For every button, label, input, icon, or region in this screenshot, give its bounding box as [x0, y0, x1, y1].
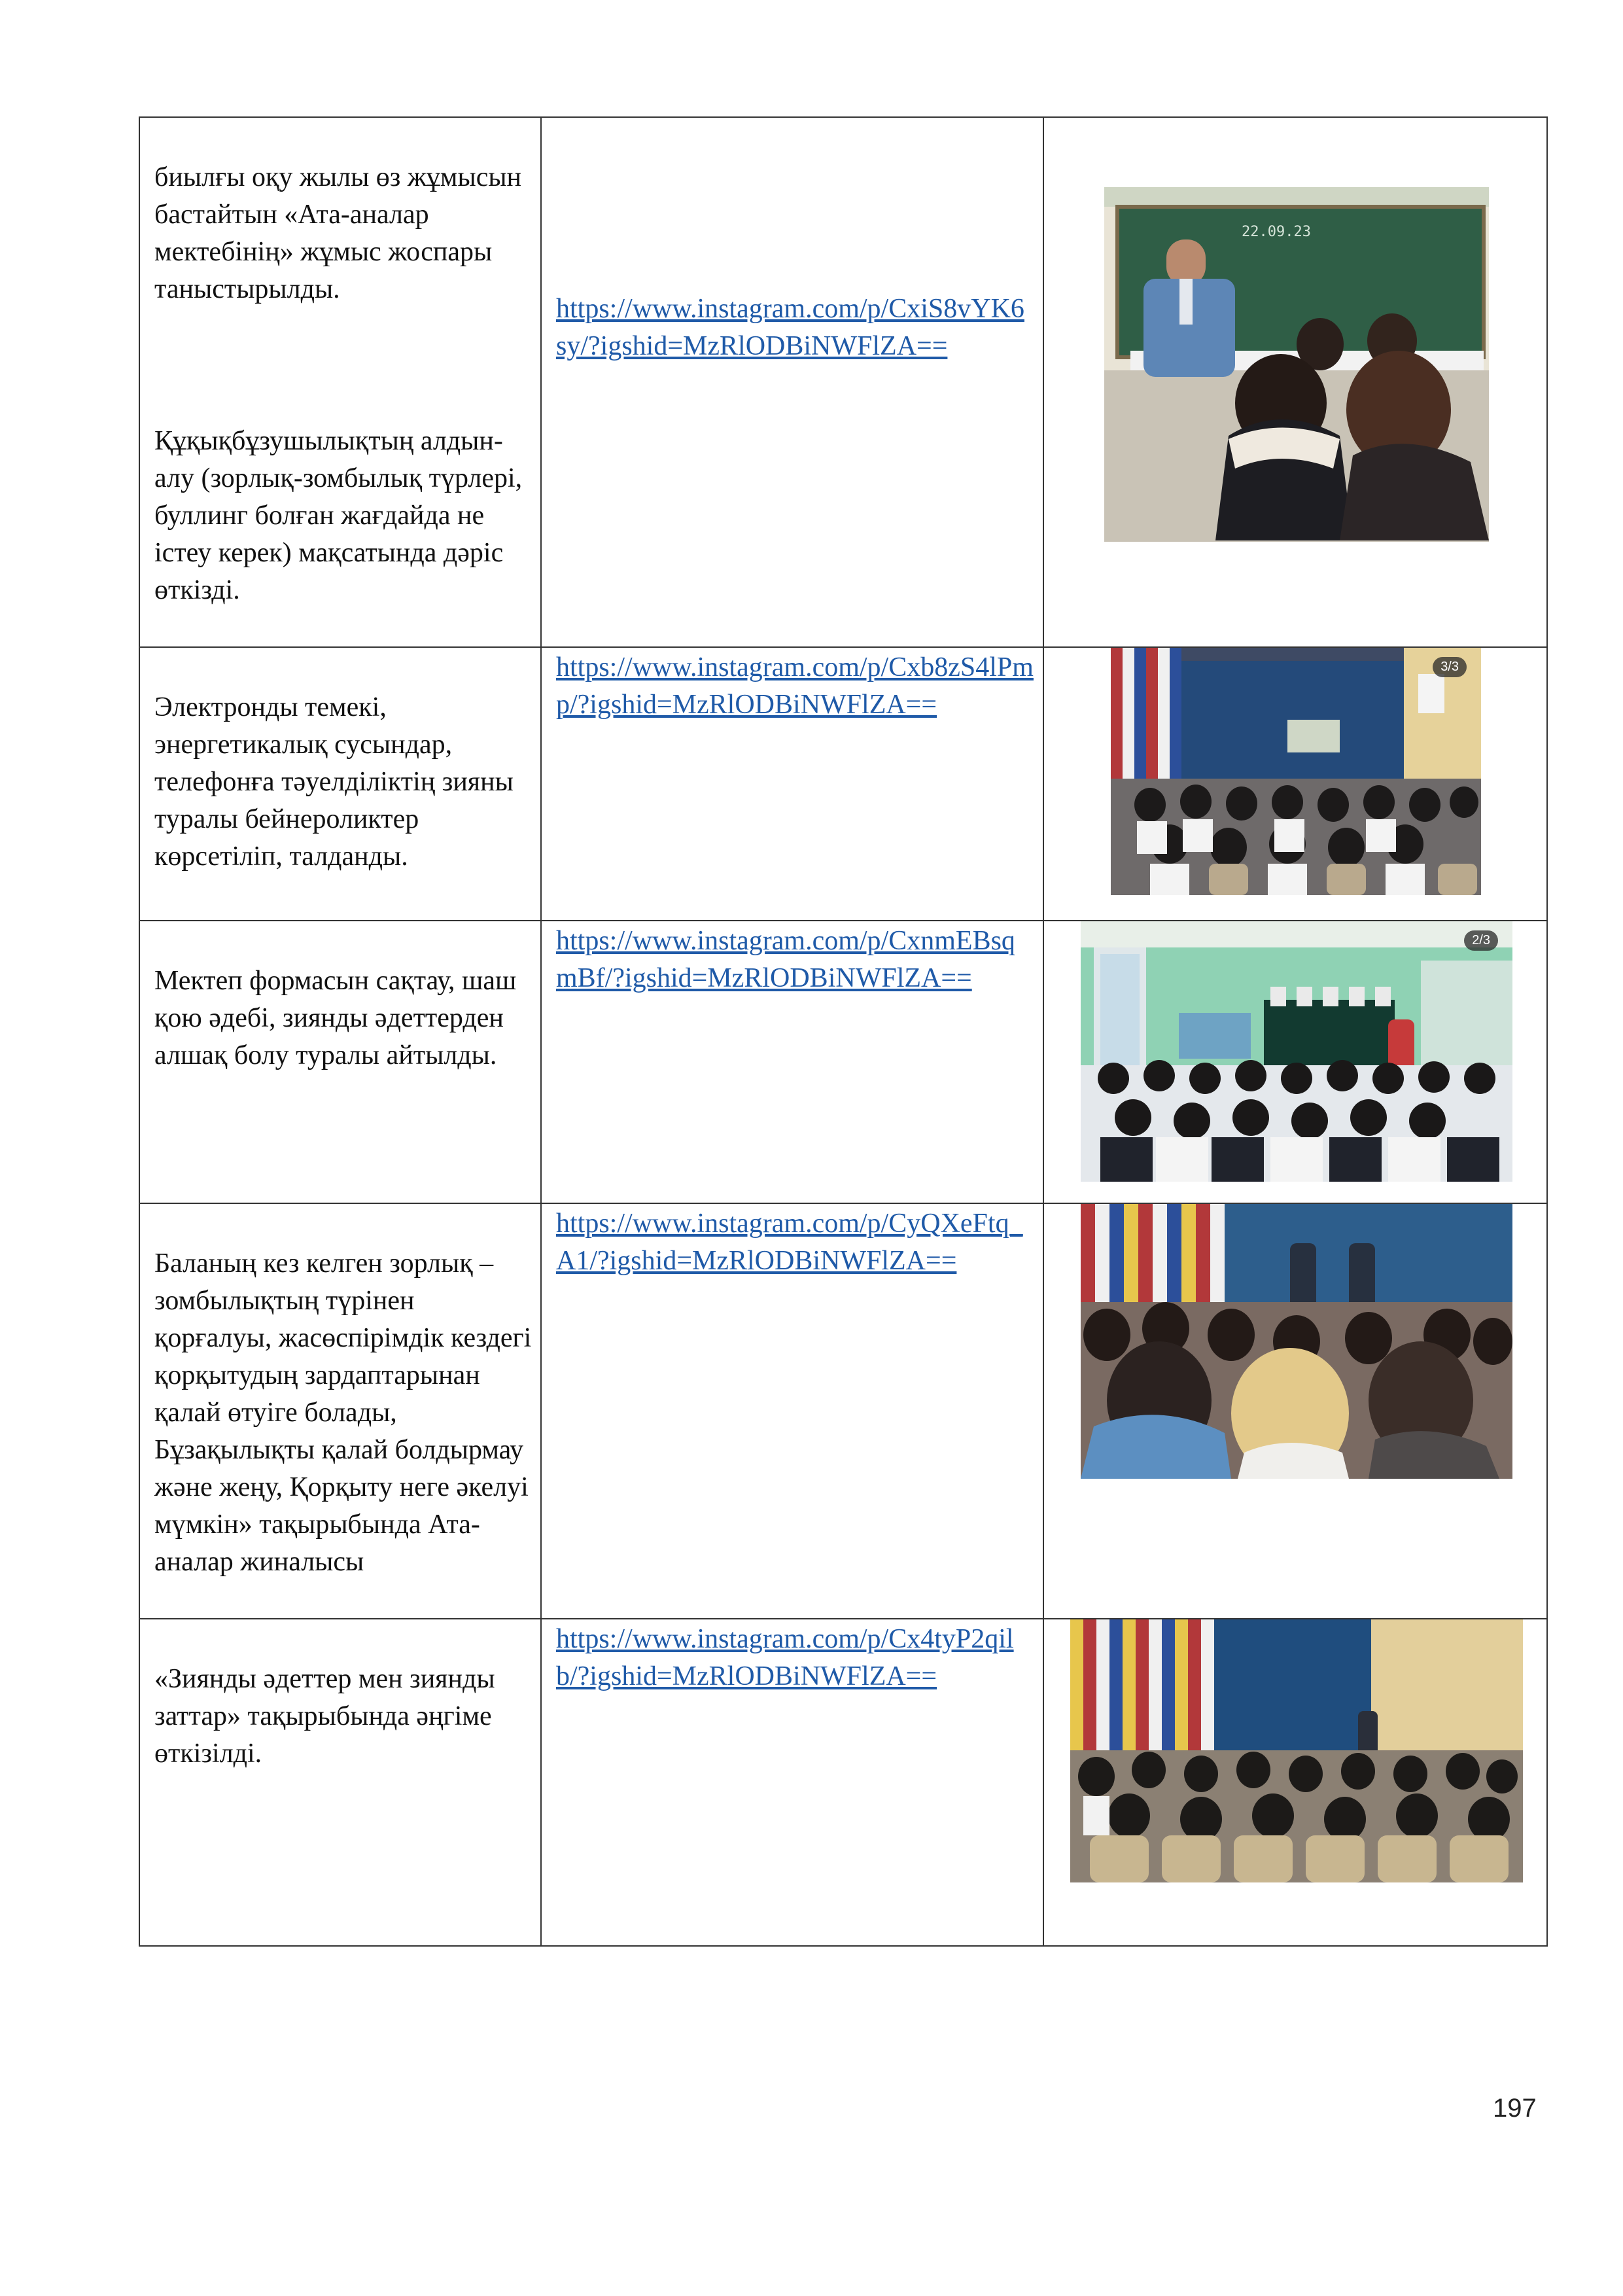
chalk-date: 22.09.23 — [1242, 224, 1311, 240]
description-text: биылғы оқу жылы өз жұмысын бастайтын «Ата-аналар мектебінің» жұмыс жоспары таныстырылды. — [154, 162, 522, 304]
description-text: Баланың кез келген зорлық –зомбылықтың түрінен қорғалуы, жасөспірімдік кездегі қорқытудың зардаптарынан қалай өтуіге болады, Бұзақылықты қалай болдырмау және жеңу, Қорқыту неге әкелуі мүмкін» тақырыбында Ата-аналар жиналысы — [154, 1248, 532, 1577]
instagram-link[interactable]: https://www.instagram.com/p/Cxb8zS4lPmp/?igshid=MzRlODBiNWFlZA== — [556, 652, 1034, 720]
link-cell — [541, 117, 1043, 647]
table-row — [139, 921, 1547, 1203]
photo-cell — [1043, 1619, 1547, 1946]
link-cell — [541, 647, 1043, 921]
photo-counter-badge: 2/3 — [1464, 930, 1498, 951]
classroom-presentation-photo — [1081, 921, 1512, 1182]
photo-cell — [1043, 1203, 1547, 1619]
parents-meeting-photo — [1081, 1204, 1512, 1479]
instagram-link[interactable]: https://www.instagram.com/p/CyQXeFtq_A1/?igshid=MzRlODBiNWFlZA== — [556, 1209, 1023, 1276]
description-cell — [139, 1203, 541, 1619]
table-row — [139, 1619, 1547, 1946]
instagram-link[interactable]: https://www.instagram.com/p/CxiS8vYK6sy/?igshid=MzRlODBiNWFlZA== — [556, 294, 1024, 361]
table-row — [139, 647, 1547, 921]
link-cell — [541, 1203, 1043, 1619]
assembly-hall-video-photo — [1111, 648, 1481, 895]
classroom-lecture-photo — [1104, 187, 1489, 542]
page-number: 197 — [1493, 2094, 1537, 2123]
description-cell — [139, 647, 541, 921]
description-cell — [139, 117, 541, 647]
table-row — [139, 1203, 1547, 1619]
description-cell — [139, 921, 541, 1203]
photo-cell — [1043, 117, 1547, 647]
events-table — [139, 116, 1548, 1947]
instagram-link[interactable]: https://www.instagram.com/p/Cx4tyP2qilb/?igshid=MzRlODBiNWFlZA== — [556, 1624, 1014, 1691]
description-text: Электронды темекі, энергетикалық сусындар, телефонға тәуелділіктің зияны туралы бейнероликтер көрсетіліп, талданды. — [154, 692, 514, 872]
photo-cell — [1043, 647, 1547, 921]
instagram-link[interactable]: https://www.instagram.com/p/CxnmEBsqmBf/?igshid=MzRlODBiNWFlZA== — [556, 926, 1015, 993]
description-cell — [139, 1619, 541, 1946]
link-cell — [541, 1619, 1043, 1946]
photo-counter-badge: 3/3 — [1433, 657, 1467, 677]
description-text: Мектеп формасын сақтау, шаш қою әдебі, зиянды әдеттерден алшақ болу туралы айтылды. — [154, 966, 517, 1070]
table-row — [139, 117, 1547, 647]
photo-cell — [1043, 921, 1547, 1203]
assembly-hall-talk-photo — [1070, 1619, 1523, 1882]
description-text: «Зиянды әдеттер мен зиянды заттар» тақырыбында әңгіме өткізілді. — [154, 1664, 495, 1769]
link-cell — [541, 921, 1043, 1203]
description-text: Құқықбұзушылықтың алдын-алу (зорлық-зомбылық түрлері, буллинг болған жағдайда не істеу керек) мақсатында дәріс өткізді. — [154, 426, 523, 605]
